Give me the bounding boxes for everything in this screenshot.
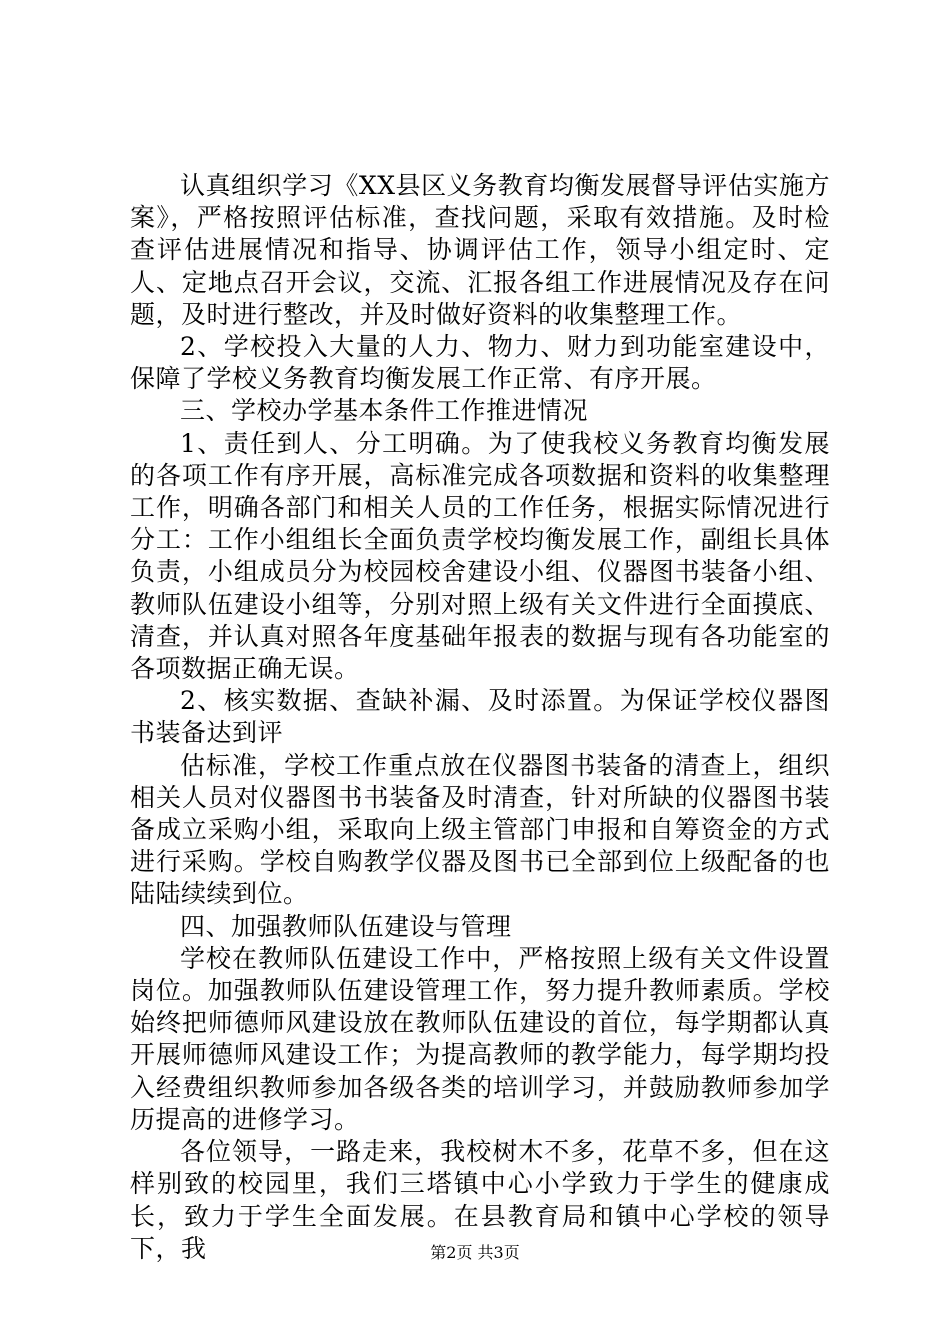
document-body	[130, 170, 830, 1265]
paragraph-verify-data: 2、核实数据、查缺补漏、及时添置。为保证学校仪器图书装备达到评	[130, 686, 830, 748]
paragraph-teacher-team: 学校在教师队伍建设工作中，严格按照上级有关文件设置岗位。加强教师队伍建设管理工作，努力提升教师素质。学校始终把师德师风建设放在教师队伍建设的首位，每学期都认真开展师德师风建设工作；为提高教师的教学能力，每学期均投入经费组织教师参加各级各类的培训学习，并鼓励教师参加学历提高的进修学习。	[130, 943, 830, 1134]
paragraph-responsibility: 1、责任到人、分工明确。为了使我校义务教育均衡发展的各项工作有序开展，高标准完成各项数据和资料的收集整理工作，明确各部门和相关人员的工作任务，根据实际情况进行分工：工作小组组长全面负责学校均衡发展工作，副组长具体负责，小组成员分为校园校舍建设小组、仪器图书装备小组、教师队伍建设小组等，分别对照上级有关文件进行全面摸底、清查，并认真对照各年度基础年报表的数据与现有各功能室的各项数据正确无误。	[130, 428, 830, 684]
page-footer	[0, 1243, 950, 1263]
paragraph-investment: 2、学校投入大量的人力、物力、财力到功能室建设中，保障了学校义务教育均衡发展工作正常、有序开展。	[130, 332, 830, 394]
paragraph-study-plan: 认真组织学习《XX县区义务教育均衡发展督导评估实施方案》，严格按照评估标准，查找问题，采取有效措施。及时检查评估进展情况和指导、协调评估工作，领导小组定时、定人、定地点召开会议，交流、汇报各组工作进展情况及存在问题，及时进行整改，并及时做好资料的收集整理工作。	[130, 171, 830, 329]
section-heading-basic-conditions: 三、学校办学基本条件工作推进情况	[180, 396, 589, 426]
paragraph-closing: 各位领导，一路走来，我校树木不多，花草不多，但在这样别致的校园里，我们三塔镇中心小学致力于学生的健康成长，致力于学生全面发展。在县教育局和镇中心学校的领导下，我	[130, 1137, 830, 1263]
section-heading-teacher-team: 四、加强教师队伍建设与管理	[180, 911, 512, 941]
paragraph-evaluation-standard: 估标准，学校工作重点放在仪器图书装备的清查上，组织相关人员对仪器图书书装备及时清查，针对所缺的仪器图书装备成立采购小组，采取向上级主管部门申报和自筹资金的方式进行采购。学校自购教学仪器及图书已全部到位上级配备的也陆陆续续到位。	[130, 750, 830, 909]
page-number-label: 第2页 共3页	[430, 1243, 520, 1262]
